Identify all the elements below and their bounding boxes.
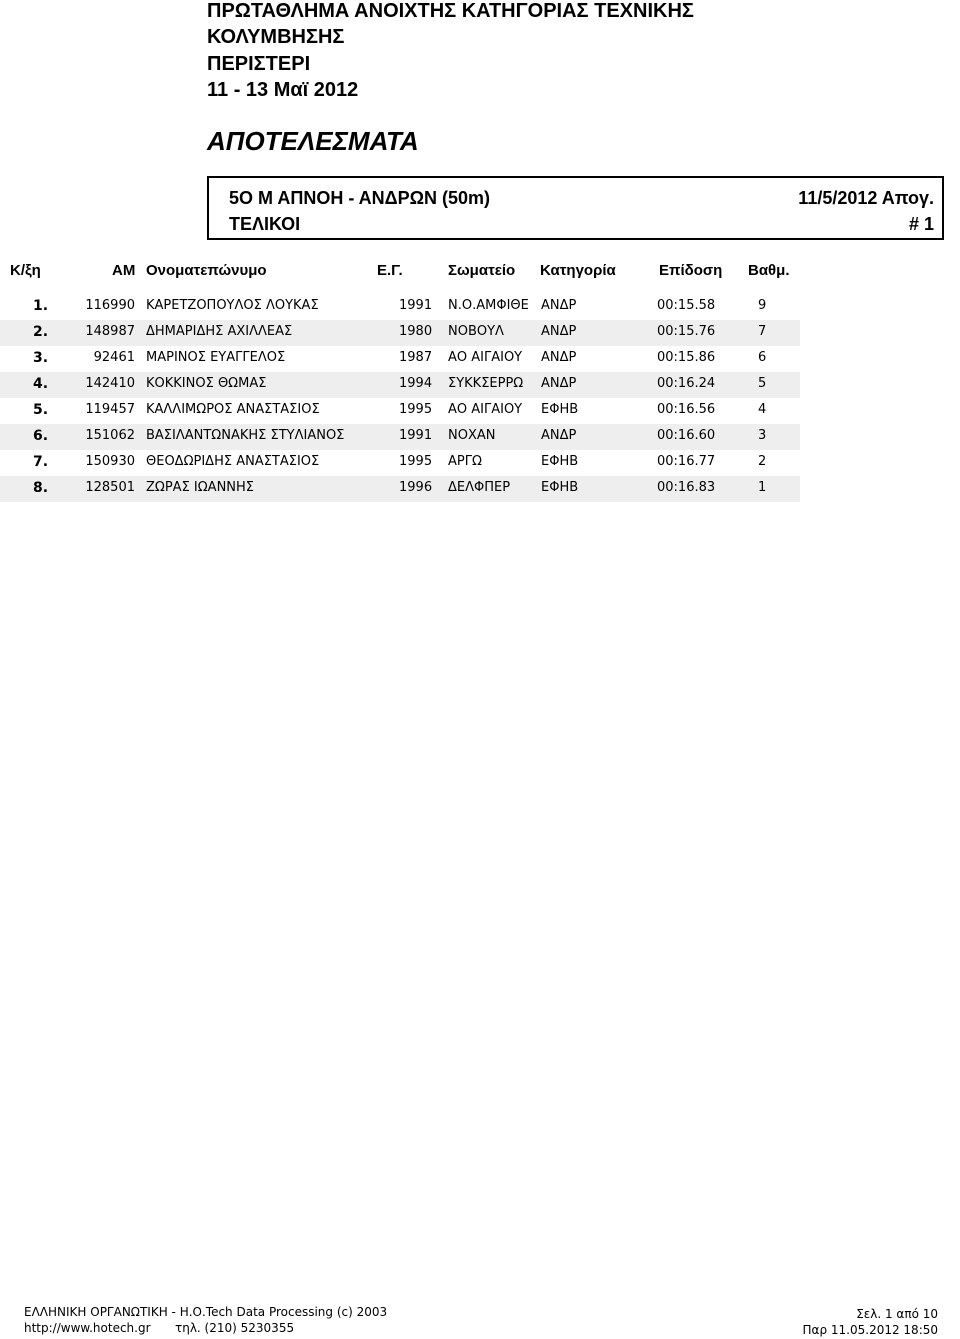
footer-company: ΕΛΛΗΝΙΚΗ ΟΡΓΑΝΩΤΙΚΗ - Η.Ο.Tech Data Processing (c) 2003: [24, 1305, 388, 1319]
points-cell: 9: [758, 298, 767, 313]
column-header-category: Κατηγορία: [540, 262, 616, 279]
name-cell: ΒΑΣΙΛΑΝΤΩΝΑΚΗΣ ΣΤΥΛΙΑΝΟΣ: [146, 428, 345, 443]
category-cell: ΑΝΔΡ: [541, 428, 577, 443]
venue: ΠΕΡΙΣΤΕΡΙ: [207, 53, 311, 75]
footer-print-timestamp: Παρ 11.05.2012 18:50: [802, 1323, 938, 1337]
club-cell: ΝΟΒΟΥΛ: [448, 324, 504, 339]
points-cell: 5: [758, 376, 767, 391]
table-row: [0, 346, 800, 372]
birth-year-cell: 1991: [399, 428, 433, 443]
time-cell: 00:15.76: [657, 324, 716, 339]
am-cell: 119457: [85, 402, 135, 417]
time-cell: 00:16.83: [657, 480, 716, 495]
am-cell: 148987: [85, 324, 135, 339]
category-cell: ΑΝΔΡ: [541, 298, 577, 313]
points-cell: 3: [758, 428, 767, 443]
rank-cell: 1.: [33, 298, 49, 314]
event-dates: 11 - 13 Μαϊ 2012: [207, 79, 359, 101]
birth-year-cell: 1980: [399, 324, 433, 339]
event-number: # 1: [908, 214, 934, 234]
table-row: [0, 294, 800, 320]
footer-website: http://www.hotech.gr: [24, 1321, 151, 1335]
rank-cell: 2.: [33, 324, 49, 340]
am-cell: 116990: [85, 298, 135, 313]
category-cell: ΕΦΗΒ: [541, 402, 579, 417]
name-cell: ΔΗΜΑΡΙΔΗΣ ΑΧΙΛΛΕΑΣ: [146, 324, 293, 339]
club-cell: ΑΡΓΩ: [448, 454, 482, 469]
category-cell: ΕΦΗΒ: [541, 480, 579, 495]
column-header-rank: Κ/ξη: [10, 262, 41, 279]
table-row: [0, 450, 800, 476]
rank-cell: 7.: [33, 454, 49, 470]
category-cell: ΕΦΗΒ: [541, 454, 579, 469]
time-cell: 00:16.60: [657, 428, 716, 443]
birth-year-cell: 1996: [399, 480, 433, 495]
am-cell: 92461: [93, 350, 135, 365]
footer-phone: τηλ. (210) 5230355: [175, 1321, 295, 1335]
points-cell: 1: [758, 480, 767, 495]
rank-cell: 4.: [33, 376, 49, 392]
results-heading: ΑΠΟΤΕΛΕΣΜΑΤΑ: [207, 126, 419, 156]
birth-year-cell: 1994: [399, 376, 433, 391]
column-header-name: Ονοματεπώνυμο: [146, 262, 267, 279]
category-cell: ΑΝΔΡ: [541, 376, 577, 391]
category-cell: ΑΝΔΡ: [541, 350, 577, 365]
club-cell: ΑΟ ΑΙΓΑΙΟΥ: [448, 402, 523, 417]
club-cell: ΑΟ ΑΙΓΑΙΟΥ: [448, 350, 523, 365]
birth-year-cell: 1995: [399, 454, 433, 469]
event-name: 5Ο Μ ΑΠΝΟΗ - ΑΝΔΡΩΝ (50m): [229, 188, 491, 208]
points-cell: 2: [758, 454, 767, 469]
club-cell: Ν.Ο.ΑΜΦΙΘΕ: [448, 298, 529, 313]
rank-cell: 5.: [33, 402, 49, 418]
am-cell: 142410: [85, 376, 135, 391]
category-cell: ΑΝΔΡ: [541, 324, 577, 339]
time-cell: 00:15.58: [657, 298, 716, 313]
table-row: [0, 424, 800, 450]
club-cell: ΔΕΛΦΠΕΡ: [448, 480, 511, 495]
competition-title-continued: ΚΟΛΥΜΒΗΣΗΣ: [207, 26, 345, 48]
time-cell: 00:16.77: [657, 454, 716, 469]
footer-page-number: Σελ. 1 από 10: [856, 1307, 938, 1321]
points-cell: 6: [758, 350, 767, 365]
table-row: [0, 320, 800, 346]
name-cell: ΚΑΡΕΤΖΟΠΟΥΛΟΣ ΛΟΥΚΑΣ: [146, 298, 319, 313]
event-datetime: 11/5/2012 Απογ.: [798, 188, 934, 208]
table-row: [0, 476, 800, 502]
competition-title: ΠΡΩΤΑΘΛΗΜΑ ΑΝΟΙΧΤΗΣ ΚΑΤΗΓΟΡΙΑΣ ΤΕΧΝΙΚΗΣ: [207, 0, 694, 22]
am-cell: 150930: [85, 454, 135, 469]
birth-year-cell: 1995: [399, 402, 433, 417]
column-header-points: Βαθμ.: [748, 262, 790, 279]
club-cell: ΣΥΚΚΣΕΡΡΩ: [448, 376, 524, 391]
name-cell: ΚΑΛΛΙΜΩΡΟΣ ΑΝΑΣΤΑΣΙΟΣ: [146, 402, 320, 417]
column-header-am: ΑΜ: [112, 262, 136, 279]
time-cell: 00:16.56: [657, 402, 716, 417]
time-cell: 00:16.24: [657, 376, 716, 391]
name-cell: ΖΩΡΑΣ ΙΩΑΝΝΗΣ: [146, 480, 255, 495]
club-cell: ΝΟΧΑΝ: [448, 428, 496, 443]
column-header-birth-year: Ε.Γ.: [377, 262, 403, 279]
birth-year-cell: 1991: [399, 298, 433, 313]
name-cell: ΘΕΟΔΩΡΙΔΗΣ ΑΝΑΣΤΑΣΙΟΣ: [146, 454, 320, 469]
event-info-box: [207, 176, 944, 240]
rank-cell: 6.: [33, 428, 49, 444]
name-cell: ΜΑΡΙΝΟΣ ΕΥΑΓΓΕΛΟΣ: [146, 350, 286, 365]
am-cell: 128501: [85, 480, 135, 495]
points-cell: 7: [758, 324, 767, 339]
event-stage: ΤΕΛΙΚΟΙ: [229, 214, 301, 234]
rank-cell: 8.: [33, 480, 49, 496]
rank-cell: 3.: [33, 350, 49, 366]
points-cell: 4: [758, 402, 767, 417]
table-row: [0, 372, 800, 398]
name-cell: ΚΟΚΚΙΝΟΣ ΘΩΜΑΣ: [146, 376, 267, 391]
time-cell: 00:15.86: [657, 350, 716, 365]
am-cell: 151062: [85, 428, 135, 443]
column-header-club: Σωματείο: [448, 262, 516, 279]
table-row: [0, 398, 800, 424]
column-header-time: Επίδοση: [659, 262, 723, 279]
birth-year-cell: 1987: [399, 350, 433, 365]
